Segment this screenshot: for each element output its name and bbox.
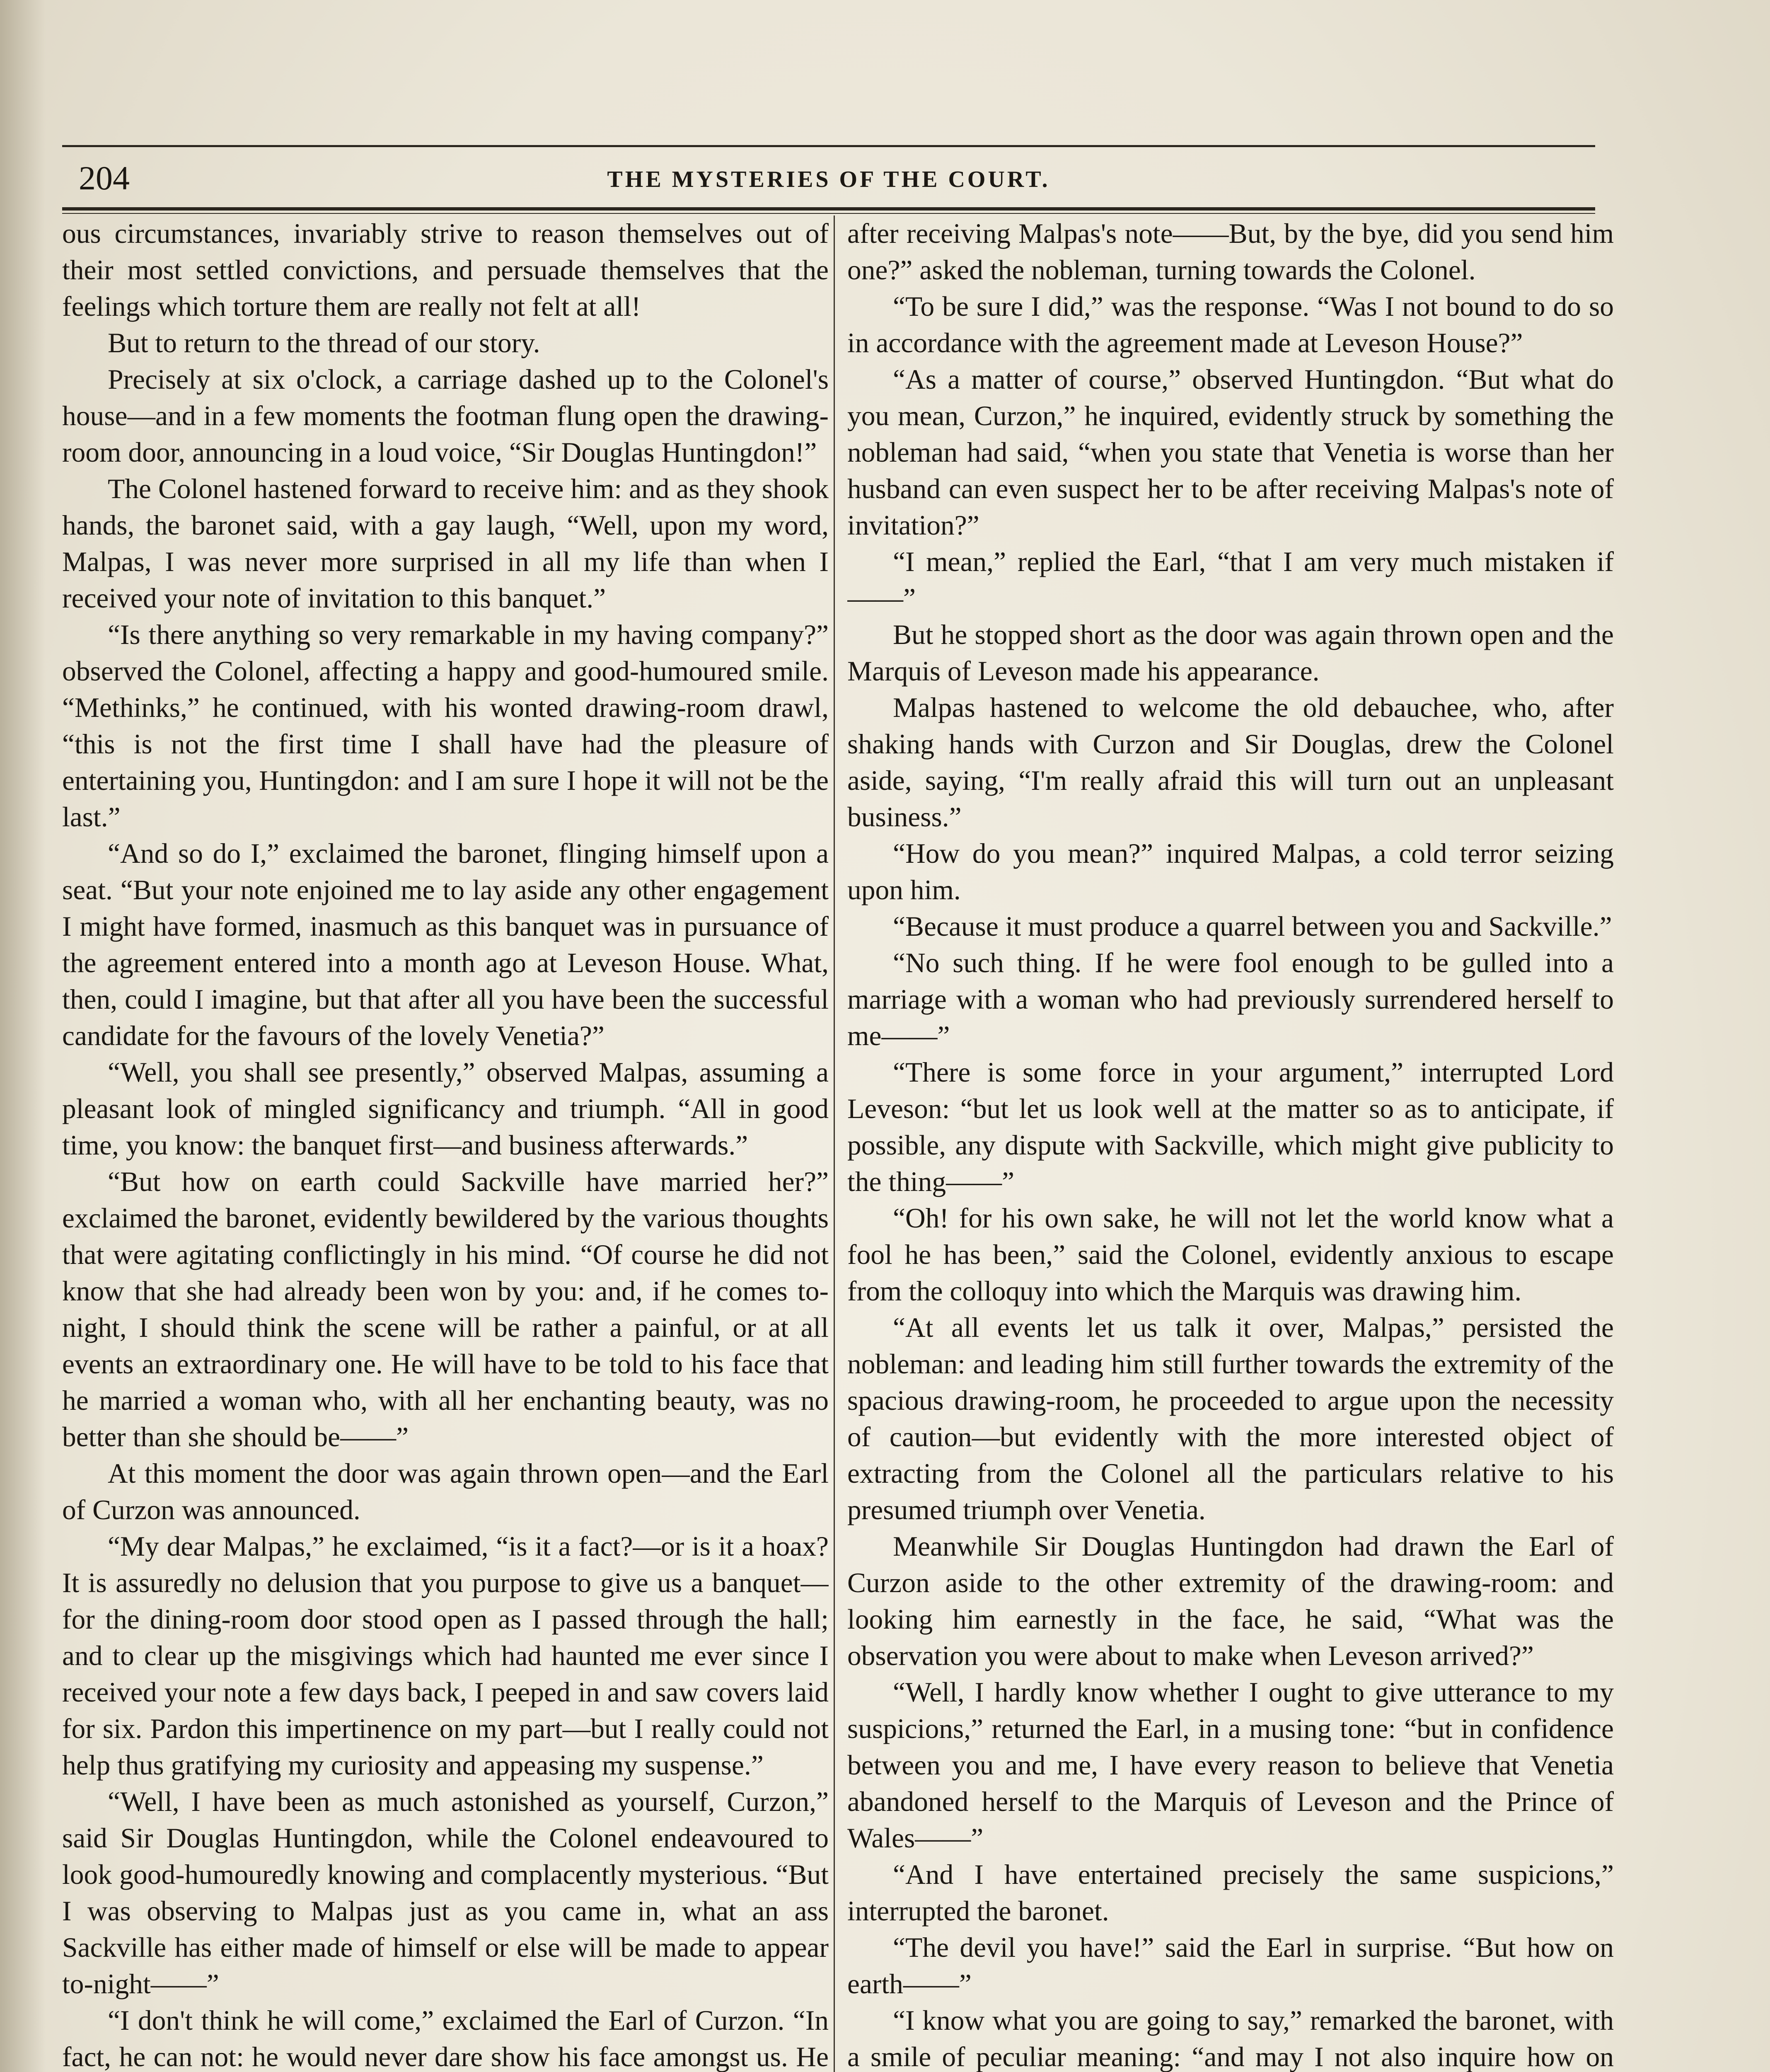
paragraph: But to return to the thread of our story. xyxy=(108,327,540,358)
paragraph: after receiving Malpas's note——But, by the bye, did you send him one?” asked the nobleman, turning towards the Colonel. xyxy=(847,218,1614,286)
header-rule-thin xyxy=(62,213,1595,214)
header-rule xyxy=(62,145,1595,147)
paragraph: Precisely at six o'clock, a carriage dashed up to the Colonel's house—and in a few moments the footman flung open the drawing-room door, announcing in a loud voice, “Sir Douglas Huntingdon!” xyxy=(62,364,829,468)
paragraph: “No such thing. If he were fool enough to be gulled into a marriage with a woman who had previously surrendered herself to me——” xyxy=(847,947,1614,1051)
paragraph: “Because it must produce a quarrel between you and Sackville.” xyxy=(893,911,1612,942)
paragraph: “Oh! for his own sake, he will not let the world know what a fool he has been,” said the Colonel, evidently anxious to escape from the colloquy into which the Marquis was drawing him. xyxy=(847,1203,1614,1307)
column-divider xyxy=(834,215,835,2072)
running-title: THE MYSTERIES OF THE COURT. xyxy=(607,167,1050,192)
paragraph: “Well, I have been as much astonished as yourself, Curzon,” said Sir Douglas Huntingdon, while the Colonel endeavoured to look good-humouredly knowing and complacently mysterious. “But I was observing to Malpas just as you came in, what an ass Sackville has either made of himself or else will be made to appear to-night——” xyxy=(62,1786,829,1999)
paragraph: “To be sure I did,” was the response. “Was I not bound to do so in accordance with the agreement made at Leveson House?” xyxy=(847,291,1614,358)
paragraph: “Well, I hardly know whether I ought to give utterance to my suspicions,” returned the Earl, in a musing tone: “but in confidence between you and me, I have every reason to believe that Venetia abandoned herself to the Marquis of Leveson and the Prince of Wales——” xyxy=(847,1677,1614,1854)
paragraph: Meanwhile Sir Douglas Huntingdon had drawn the Earl of Curzon aside to the other extremity of the drawing-room: and looking him earnestly in the face, he said, “What was the observation you were about to make when Leveson arrived?” xyxy=(847,1531,1614,1671)
paragraph: “At all events let us talk it over, Malpas,” persisted the nobleman: and leading him still further towards the extremity of the spacious drawing-room, he proceeded to argue upon the necessity of caution—but evidently with the more interested object of extracting from the Colonel all the particulars relative to his presumed triumph over Venetia. xyxy=(847,1312,1614,1525)
left-column xyxy=(62,215,829,2072)
paragraph: “Is there anything so very remarkable in my having company?” observed the Colonel, affecting a happy and good-humoured smile. “Methinks,” he continued, with his wonted drawing-room drawl, “this is not the first time I shall have had the pleasure of entertaining you, Huntingdon: and I am sure I hope it will not be the last.” xyxy=(62,619,829,833)
paragraph: “As a matter of course,” observed Huntingdon. “But what do you mean, Curzon,” he inquired, evidently struck by something the nobleman had said, “when you state that Venetia is worse than her husband can even suspect her to be after receiving Malpas's note of invitation?” xyxy=(847,364,1614,541)
paragraph: “I don't think he will come,” exclaimed the Earl of Curzon. “In fact, he can not: he would never dare show his face amongst us. He xyxy=(62,2005,829,2072)
paragraph: “And so do I,” exclaimed the baronet, flinging himself upon a seat. “But your note enjoined me to lay aside any other engagement I might have formed, inasmuch as this banquet was in pursuance of the agreement entered into a month ago at Leveson House. What, then, could I imagine, but that after all you have been the successful candidate for the favours of the lovely Venetia?” xyxy=(62,838,829,1051)
right-column xyxy=(847,215,1614,2072)
page-header xyxy=(62,153,1595,203)
paragraph: The Colonel hastened forward to receive him: and as they shook hands, the baronet said, with a gay laugh, “Well, upon my word, Malpas, I was never more surprised in all my life than when I received your note of invitation to this banquet.” xyxy=(62,473,829,614)
paragraph: ous circumstances, invariably strive to reason themselves out of their most settled convictions, and persuade themselves that the feelings which torture them are really not felt at all! xyxy=(62,218,829,322)
paragraph: Malpas hastened to welcome the old debauchee, who, after shaking hands with Curzon and Sir Douglas, drew the Colonel aside, saying, “I'm really afraid this will turn out an unpleasant business.” xyxy=(847,692,1614,833)
paragraph: “There is some force in your argument,” interrupted Lord Leveson: “but let us look well at the matter so as to anticipate, if possible, any dispute with Sackville, which might give publicity to the thing——” xyxy=(847,1057,1614,1197)
paragraph: “Well, you shall see presently,” observed Malpas, assuming a pleasant look of mingled significancy and triumph. “All in good time, you know: the banquet first—and business afterwards.” xyxy=(62,1057,829,1161)
page-number: 204 xyxy=(79,159,130,197)
paragraph: But he stopped short as the door was again thrown open and the Marquis of Leveson made his appearance. xyxy=(847,619,1614,687)
paragraph: “My dear Malpas,” he exclaimed, “is it a fact?—or is it a hoax? It is assuredly no delusion that you purpose to give us a banquet—for the dining-room door stood open as I passed through the hall; and to clear up the misgivings which had haunted me ever since I received your note a few days back, I peeped in and saw covers laid for six. Pardon this impertinence on my part—but I really could not help thus gratifying my curiosity and appeasing my suspense.” xyxy=(62,1531,829,1781)
paragraph: “I know what you are going to say,” remarked the baronet, with a smile of peculiar meaning: “and may I not also inquire how on xyxy=(847,2005,1614,2072)
paragraph: At this moment the door was again thrown open—and the Earl of Curzon was announced. xyxy=(62,1458,829,1525)
paragraph: “The devil you have!” said the Earl in surprise. “But how on earth——” xyxy=(847,1932,1614,1999)
paragraph: “I mean,” replied the Earl, “that I am very much mistaken if——” xyxy=(847,546,1614,614)
paragraph: “How do you mean?” inquired Malpas, a cold terror seizing upon him. xyxy=(847,838,1614,905)
header-rule-thick xyxy=(62,207,1595,211)
spine-shadow xyxy=(0,0,46,2072)
paragraph: “And I have entertained precisely the same suspicions,” interrupted the baronet. xyxy=(847,1859,1614,1927)
paragraph: “But how on earth could Sackville have married her?” exclaimed the baronet, evidently bewildered by the various thoughts that were agitating conflictingly in his mind. “Of course he did not know that she had already been won by you: and, if he comes to-night, I should think the scene will be rather a painful, or at all events an extraordinary one. He will have to be told to his face that he married a woman who, with all her enchanting beauty, was no better than she should be——” xyxy=(62,1166,829,1452)
